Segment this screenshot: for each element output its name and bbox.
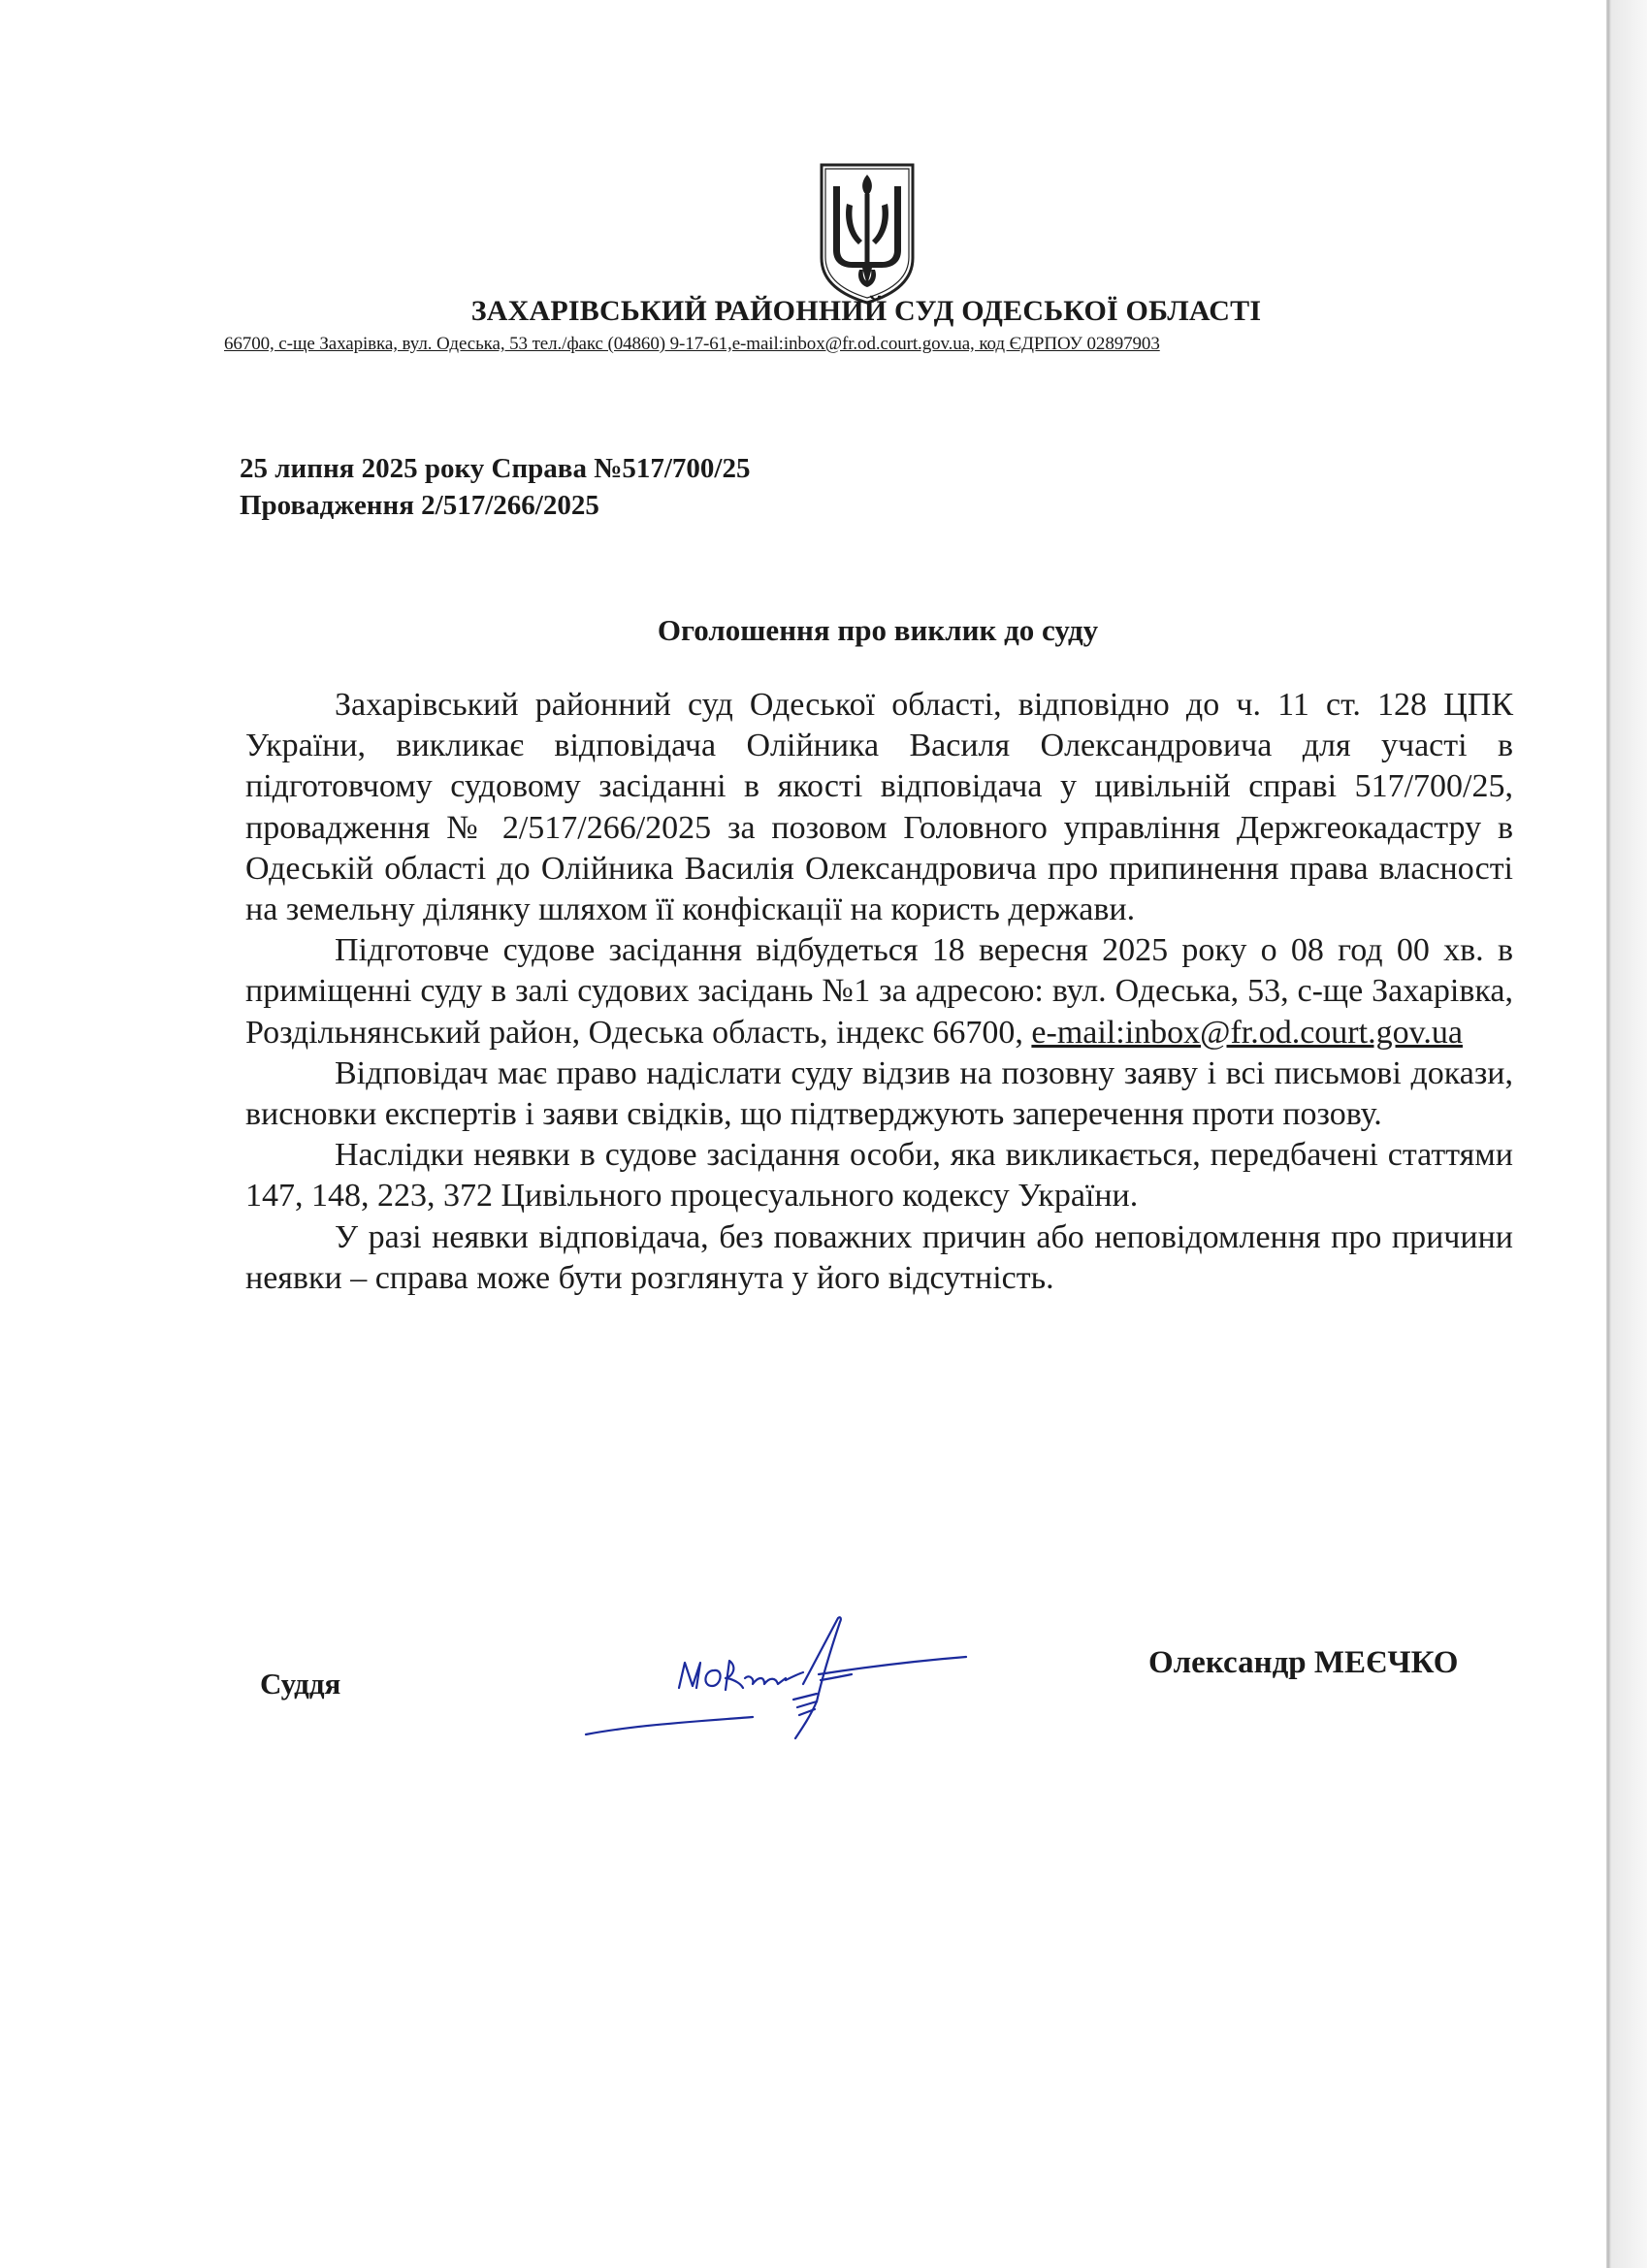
case-reference: 25 липня 2025 року Справа №517/700/25: [240, 453, 751, 484]
handwritten-signature: [578, 1606, 978, 1752]
scan-edge-shadow: [1606, 0, 1647, 2268]
coat-of-arms-icon: [818, 161, 917, 305]
hearing-details-text: Підготовче судове засідання відбудеться 18 вересня 2025 року о 08 год 00 хв. в приміщенні суду в залі судових засідань №1 за адресою: вул. Одеська, 53, с-ще Захарівка, Роздільнянський район, Одеська область, індекс 66700,: [245, 932, 1513, 1051]
proceeding-reference: Провадження 2/517/266/2025: [240, 490, 599, 521]
document-title: Оголошення про виклик до суду: [657, 613, 1099, 647]
paragraph-defendant-rights: Відповідач має право надіслати суду відзив на позовну заяву і всі письмові докази, висновки експертів і заяви свідків, що підтверджують заперечення проти позову.: [245, 1054, 1513, 1133]
paragraph-summons: Захарівський районний суд Одеської області, відповідно до ч. 11 ст. 128 ЦПК України, викликає відповідача Олійника Василя Олександровича для участі в підготовчому судовому засіданні в якості відповідача у цивільній справі 517/700/25, провадження № 2/517/266/2025 за позовом Головного управління Держгеокадастру в Одеській області до Олійника Василія Олександровича про припинення права власності на земельну ділянку шляхом її конфіскації на користь держави.: [245, 687, 1513, 928]
paragraph-consequences: Наслідки неявки в судове засідання особи, яка викликається, передбачені статтями 147, 148, 223, 372 Цивільного процесуального кодексу України.: [245, 1137, 1513, 1215]
court-address-line: 66700, с-ще Захарівка, вул. Одеська, 53 тел./факс (04860) 9-17-61,e-mail:inbox@fr.od.court.gov.ua, код ЄДРПОУ 02897903: [224, 334, 1160, 354]
court-email-link[interactable]: e-mail:inbox@fr.od.court.gov.ua: [1031, 1014, 1463, 1051]
court-name-heading: ЗАХАРІВСЬКИЙ РАЙОННИЙ СУД ОДЕСЬКОЇ ОБЛАСТІ: [470, 295, 1262, 327]
paragraph-hearing: [245, 930, 1513, 1053]
judge-name: Олександр МЕЄЧКО: [1148, 1645, 1459, 1680]
judge-role-label: Суддя: [260, 1667, 341, 1701]
document-body: [245, 685, 1513, 1299]
paragraph-absence: У разі неявки відповідача, без поважних причин або неповідомлення про причини неявки – справа може бути розглянута у його відсутність.: [245, 1218, 1513, 1296]
